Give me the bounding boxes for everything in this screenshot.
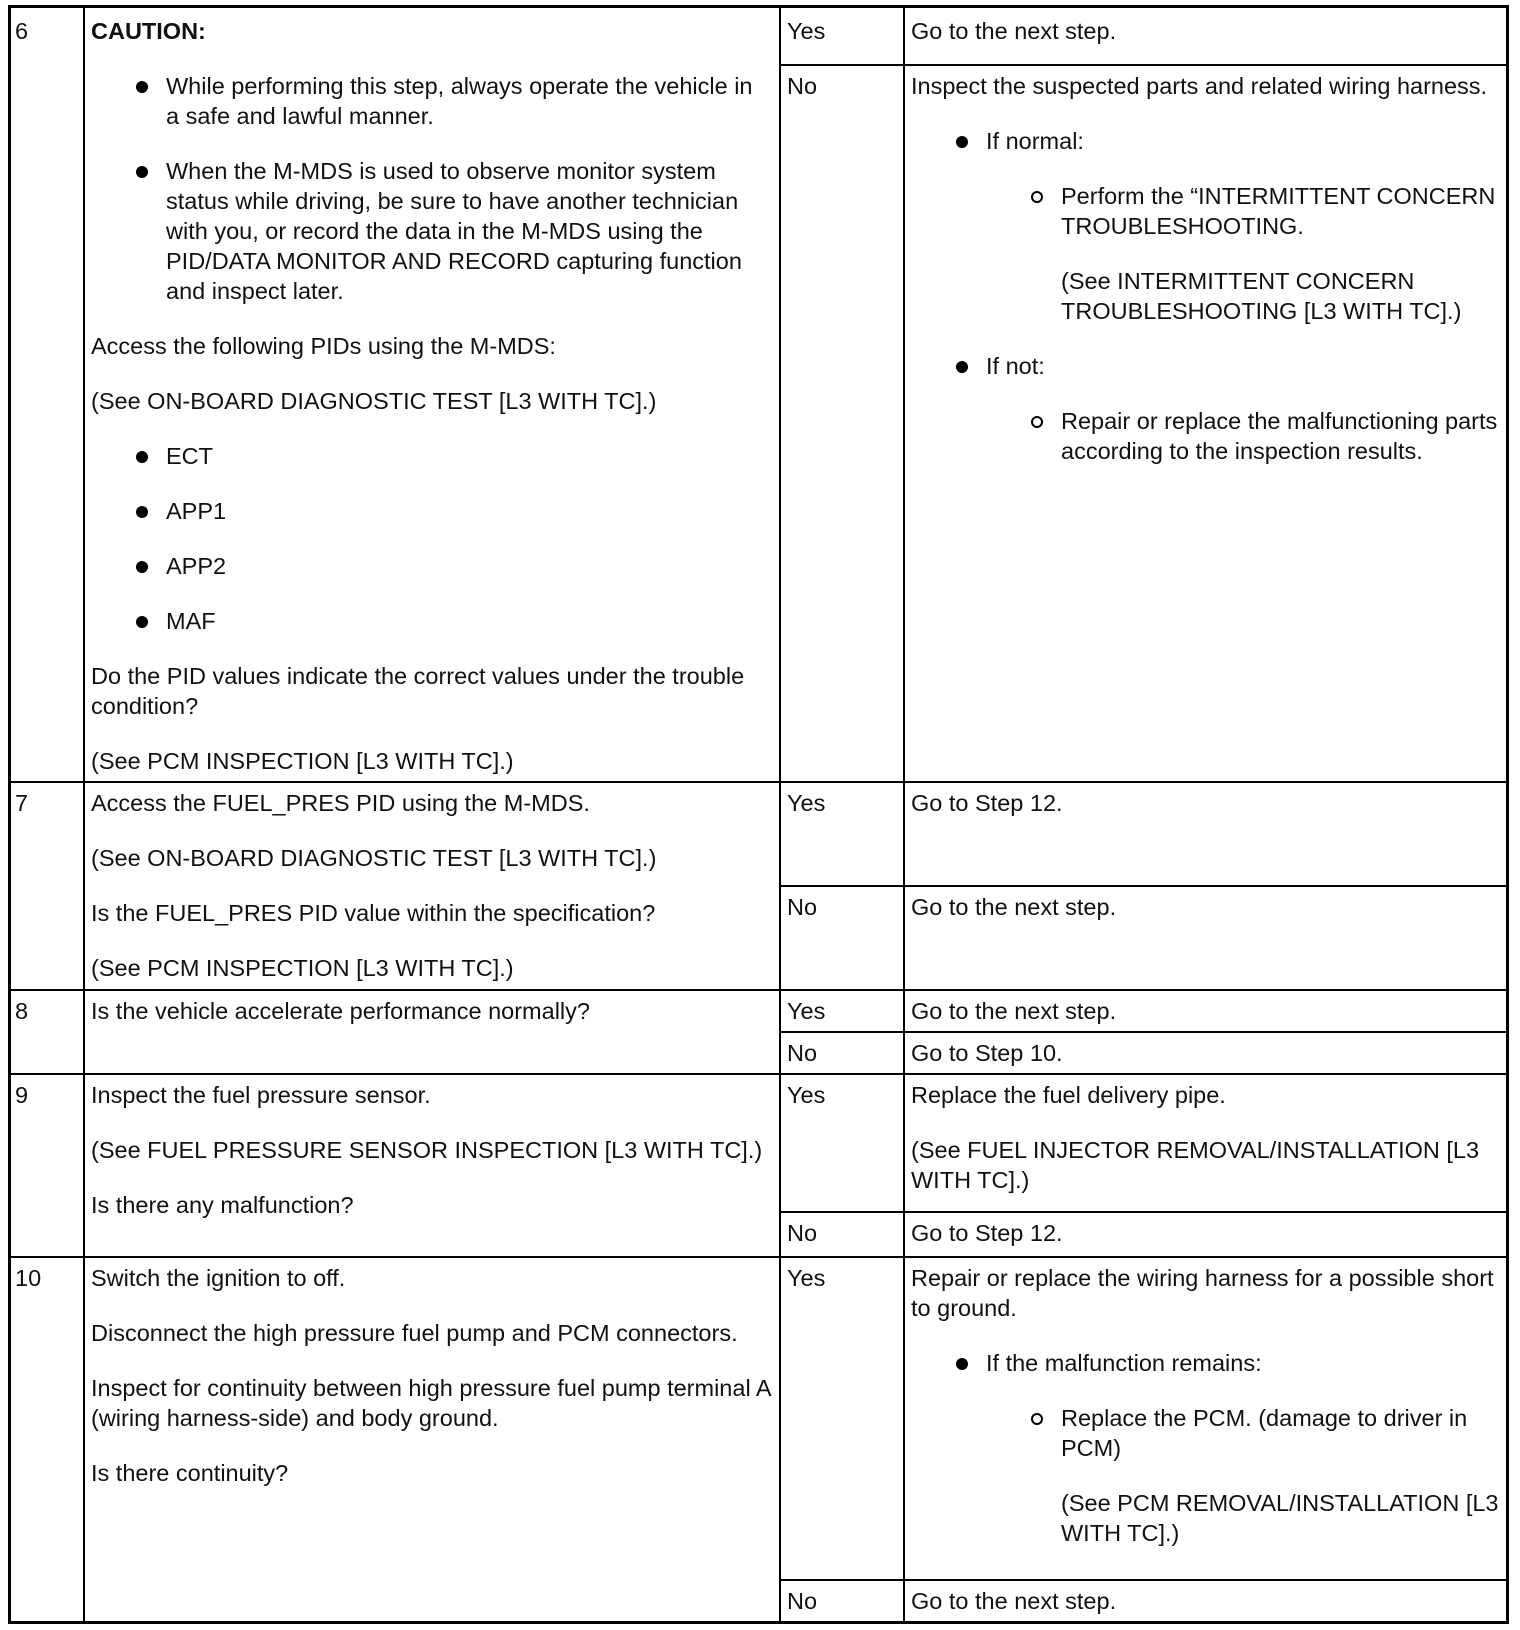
- if-normal-action: [911, 181, 1501, 326]
- see-reference: (See ON-BOARD DIAGNOSTIC TEST [L3 WITH TC].): [91, 388, 657, 414]
- no-action: Go to Step 12.: [911, 1220, 1063, 1246]
- row-divider: [11, 989, 1506, 991]
- yes-action: Go to the next step.: [911, 998, 1117, 1024]
- pid-item: MAF: [91, 606, 771, 636]
- step-number: 10: [15, 1265, 42, 1291]
- yes-action: Go to Step 12.: [911, 790, 1063, 816]
- see-reference: (See PCM INSPECTION [L3 WITH TC].): [91, 955, 514, 981]
- answer-divider: [779, 1031, 1506, 1033]
- yes-label: Yes: [787, 18, 826, 44]
- no-action: Go to the next step.: [911, 894, 1117, 920]
- step-7-content: [91, 788, 771, 983]
- if-not-action: Repair or replace the malfunctioning parts according to the inspection results.: [911, 406, 1501, 466]
- question: Is the vehicle accelerate performance normally?: [91, 998, 590, 1024]
- see-reference: (See FUEL PRESSURE SENSOR INSPECTION [L3 WITH TC].): [91, 1137, 763, 1163]
- caution-item: While performing this step, always operate the vehicle in a safe and lawful manner.: [91, 71, 771, 131]
- answer-divider: [779, 1579, 1506, 1581]
- column-divider: [903, 8, 905, 1621]
- yes-label: Yes: [787, 790, 826, 816]
- see-reference: (See PCM INSPECTION [L3 WITH TC].): [91, 748, 514, 774]
- if-not: If not:: [911, 351, 1501, 381]
- caution-title: CAUTION:: [91, 18, 206, 44]
- no-action-intro: Inspect the suspected parts and related wiring harness.: [911, 73, 1488, 99]
- no-action: [911, 71, 1501, 466]
- step-number: 6: [15, 18, 29, 44]
- yes-label: Yes: [787, 998, 826, 1024]
- question: Is there any malfunction?: [91, 1192, 354, 1218]
- replace-pcm: [911, 1403, 1501, 1548]
- replace-pcm-text: Replace the PCM. (damage to driver in PCM): [1061, 1405, 1468, 1461]
- no-label: No: [787, 73, 818, 99]
- row-divider: [11, 781, 1506, 783]
- step-9-content: [91, 1080, 771, 1220]
- no-label: No: [787, 1040, 818, 1066]
- question: Do the PID values indicate the correct values under the trouble condition?: [91, 663, 745, 719]
- answer-divider: [779, 885, 1506, 887]
- column-divider: [779, 8, 781, 1621]
- see-reference: (See FUEL INJECTOR REMOVAL/INSTALLATION [L3 WITH TC].): [911, 1137, 1480, 1193]
- step-text: Inspect the fuel pressure sensor.: [91, 1082, 431, 1108]
- yes-action: Go to the next step.: [911, 18, 1117, 44]
- no-label: No: [787, 1220, 818, 1246]
- step-text: Access the FUEL_PRES PID using the M-MDS.: [91, 790, 590, 816]
- row-divider: [11, 1073, 1506, 1075]
- step-text: Disconnect the high pressure fuel pump and PCM connectors.: [91, 1320, 738, 1346]
- yes-action-text: Replace the fuel delivery pipe.: [911, 1082, 1226, 1108]
- step-number: 8: [15, 998, 29, 1024]
- pid-item: APP2: [91, 551, 771, 581]
- step-number: 9: [15, 1082, 29, 1108]
- pid-item: APP1: [91, 496, 771, 526]
- step-number: 7: [15, 790, 29, 816]
- yes-label: Yes: [787, 1082, 826, 1108]
- no-label: No: [787, 1588, 818, 1614]
- caution-item: When the M-MDS is used to observe monitor system status while driving, be sure to have another technician with you, or record the data in the M-MDS using the PID/DATA MONITOR AND RECORD capturing function and inspect later.: [91, 156, 771, 306]
- if-normal-action-text: Perform the “INTERMITTENT CONCERN TROUBLESHOOTING.: [1061, 183, 1496, 239]
- see-reference: (See PCM REMOVAL/INSTALLATION [L3 WITH TC].): [1061, 1490, 1499, 1546]
- question: Is the FUEL_PRES PID value within the specification?: [91, 900, 656, 926]
- column-divider: [83, 8, 85, 1621]
- yes-action-text: Repair or replace the wiring harness for a possible short to ground.: [911, 1265, 1494, 1321]
- step-10-content: [91, 1263, 771, 1488]
- row-divider: [11, 1256, 1506, 1258]
- step-6-content: [91, 16, 771, 776]
- step-text: Inspect for continuity between high pressure fuel pump terminal A (wiring harness-side) and body ground.: [91, 1375, 771, 1431]
- yes-action: [911, 1080, 1501, 1195]
- see-reference: (See INTERMITTENT CONCERN TROUBLESHOOTING [L3 WITH TC].): [1061, 268, 1462, 324]
- no-action: Go to the next step.: [911, 1588, 1117, 1614]
- troubleshooting-table: [8, 5, 1509, 1624]
- if-remains: If the malfunction remains:: [911, 1348, 1501, 1378]
- yes-action: [911, 1263, 1501, 1548]
- question: Is there continuity?: [91, 1460, 289, 1486]
- access-text: Access the following PIDs using the M-MDS:: [91, 333, 556, 359]
- no-action: Go to Step 10.: [911, 1040, 1063, 1066]
- see-reference: (See ON-BOARD DIAGNOSTIC TEST [L3 WITH TC].): [91, 845, 657, 871]
- no-label: No: [787, 894, 818, 920]
- if-normal: If normal:: [911, 126, 1501, 156]
- answer-divider: [779, 1211, 1506, 1213]
- pid-item: ECT: [91, 441, 771, 471]
- answer-divider: [779, 64, 1506, 66]
- step-text: Switch the ignition to off.: [91, 1265, 346, 1291]
- yes-label: Yes: [787, 1265, 826, 1291]
